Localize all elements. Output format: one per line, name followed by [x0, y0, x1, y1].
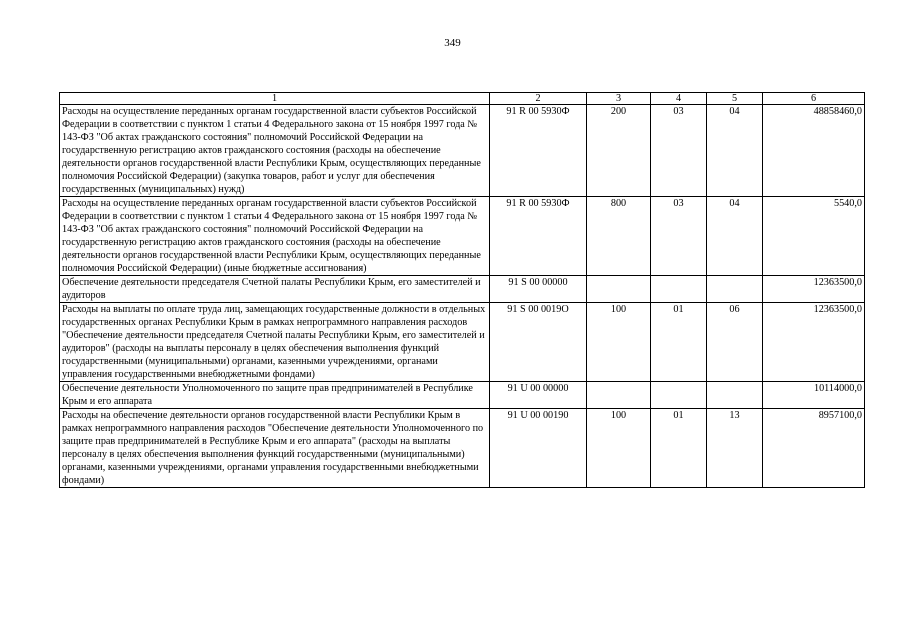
column-header: 6: [763, 93, 865, 105]
amount: 5540,0: [763, 197, 865, 276]
expense-description: Расходы на выплаты по оплате труда лиц, замещающих государственные должности в отдельных государственных органах Республики Крым в рамках непрограммного направления расходов "Обеспечение деятельности председателя Счетной палаты Республики Крым, его заместителей и аудиторов" (расходы на выплаты персоналу в целях обеспечения выполнения функций государственными (муниципальными) органами, казенными учреждениями, органами управления государственными внебюджетными фондами): [60, 303, 490, 382]
table-row: [60, 105, 865, 197]
expense-description: Расходы на обеспечение деятельности органов государственной власти Республики Крым в рамках непрограммного направления расходов "Обеспечение деятельности Уполномоченного по защите прав предпринимателей в Республике Крым и его аппарата" (расходы на выплаты персоналу в целях обеспечения выполнения функций государственными (муниципальными) органами, казенными учреждениями, органами управления государственными внебюджетными фондами): [60, 409, 490, 488]
subsection-code: 06: [707, 303, 763, 382]
table-row: [60, 276, 865, 303]
amount: 12363500,0: [763, 276, 865, 303]
table-header-row: [60, 93, 865, 105]
subsection-code: 13: [707, 409, 763, 488]
expense-description: Обеспечение деятельности председателя Счетной палаты Республики Крым, его заместителей и аудиторов: [60, 276, 490, 303]
expense-description: Расходы на осуществление переданных органам государственной власти субъектов Российской Федерации в соответствии с пунктом 1 статьи 4 Федерального закона от 15 ноября 1997 года № 143-ФЗ "Об актах гражданского состояния" полномочий Российской Федерации на государственную регистрацию актов гражданского состояния (расходы на обеспечение деятельности органов государственной власти Республики Крым, осуществляющих переданные полномочия Российской Федерации) (иные бюджетные ассигнования): [60, 197, 490, 276]
target-article-code: 91 U 00 00000: [490, 382, 587, 409]
amount: 48858460,0: [763, 105, 865, 197]
target-article-code: 91 R 00 5930Ф: [490, 105, 587, 197]
column-header: 4: [651, 93, 707, 105]
section-code: 01: [651, 303, 707, 382]
table-row: [60, 303, 865, 382]
section-code: 01: [651, 409, 707, 488]
table-row: [60, 409, 865, 488]
section-code: [651, 276, 707, 303]
page-number: 349: [444, 37, 461, 49]
column-header: 5: [707, 93, 763, 105]
expense-type-code: 800: [587, 197, 651, 276]
expense-type-code: [587, 382, 651, 409]
table-row: [60, 382, 865, 409]
expense-description: Обеспечение деятельности Уполномоченного по защите прав предпринимателей в Республике Крым и его аппарата: [60, 382, 490, 409]
column-header: 3: [587, 93, 651, 105]
subsection-code: [707, 276, 763, 303]
amount: 12363500,0: [763, 303, 865, 382]
section-code: 03: [651, 197, 707, 276]
target-article-code: 91 R 00 5930Ф: [490, 197, 587, 276]
section-code: 03: [651, 105, 707, 197]
subsection-code: 04: [707, 105, 763, 197]
budget-table: [59, 92, 865, 488]
table-row: [60, 197, 865, 276]
target-article-code: 91 S 00 00000: [490, 276, 587, 303]
expense-type-code: 200: [587, 105, 651, 197]
target-article-code: 91 U 00 00190: [490, 409, 587, 488]
section-code: [651, 382, 707, 409]
expense-type-code: 100: [587, 409, 651, 488]
subsection-code: [707, 382, 763, 409]
column-header: 1: [60, 93, 490, 105]
amount: 10114000,0: [763, 382, 865, 409]
expense-type-code: 100: [587, 303, 651, 382]
expense-type-code: [587, 276, 651, 303]
target-article-code: 91 S 00 0019О: [490, 303, 587, 382]
subsection-code: 04: [707, 197, 763, 276]
amount: 8957100,0: [763, 409, 865, 488]
expense-description: Расходы на осуществление переданных органам государственной власти субъектов Российской Федерации в соответствии с пунктом 1 статьи 4 Федерального закона от 15 ноября 1997 года № 143-ФЗ "Об актах гражданского состояния" полномочий Российской Федерации на государственную регистрацию актов гражданского состояния (расходы на обеспечение деятельности органов государственной власти Республики Крым, осуществляющих переданные полномочия Российской Федерации) (закупка товаров, работ и услуг для обеспечения государственных (муниципальных) нужд): [60, 105, 490, 197]
column-header: 2: [490, 93, 587, 105]
